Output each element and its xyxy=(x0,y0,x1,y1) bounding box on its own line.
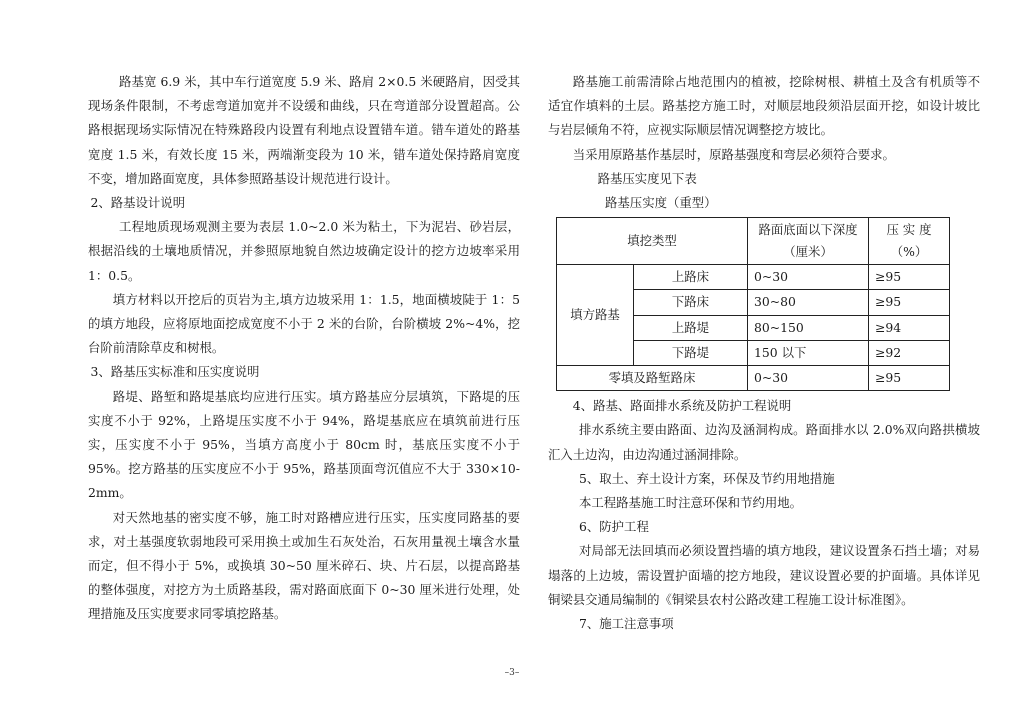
paragraph-protection: 对局部无法回填而必须设置挡墙的填方地段，建议设置条石挡土墙；对易塌落的上边坡，需设置护面墙的挖方地段，建议设置必要的护面墙。具体详见铜梁县交通局编制的《铜梁县农村公路改建工程施工设计标准图》。 xyxy=(548,543,980,607)
row-name: 上路堤 xyxy=(634,315,748,340)
row-name: 零填及路堑路床 xyxy=(557,366,748,391)
paragraph-natural-foundation: 对天然地基的密实度不够，施工时对路槽应进行压实，压实度同路基的要求，对土基强度软弱地段可采用换土或加生石灰处治，石灰用量视土壤含水量而定，但不得小于 5%，或换填 30~50 厘米碎石、块、片石层，以提高路基的整体强度，对挖方为土质路基段，需对路面底面下 0~30 厘米进行处理，处理措施及压实度要求同零填挖路基。 xyxy=(88,509,520,622)
paragraph-geology: 工程地质现场观测主要为表层 1.0~2.0 米为粘土，下为泥岩、砂岩层，根据沿线的土壤地质情况，并参照原地貌自然边坡确定设计的挖方边坡率采用 1：0.5。 xyxy=(88,219,520,283)
table-row xyxy=(557,265,950,290)
compaction-table xyxy=(556,217,950,391)
table-intro: 路基压实度见下表 xyxy=(597,170,697,186)
row-depth: 150 以下 xyxy=(748,340,869,365)
group-fill-subgrade: 填方路基 xyxy=(557,265,634,366)
heading-compaction-standard: 3、路基压实标准和压实度说明 xyxy=(90,364,260,380)
paragraph-drainage: 排水系统主要由路面、边沟及涵洞构成。路面排水以 2.0%双向路拱横坡汇入土边沟，由边沟通过涵洞排除。 xyxy=(548,422,980,462)
heading-subgrade-design: 2、路基设计说明 xyxy=(90,195,186,211)
header-depth-line2: （厘米） xyxy=(783,244,833,260)
heading-construction-notes: 7、施工注意事项 xyxy=(579,616,674,632)
right-column xyxy=(548,70,980,636)
paragraph-compaction: 路堤、路堑和路堤基底均应进行压实。填方路基应分层填筑，下路堤的压实度不小于 92%，上路堤压实度不小于 94%，路堤基底应在填筑前进行压实，压实度不小于 95%，当填方高度小于 80cm 时，基底压实度不小于 95%。挖方路基的压实度应不小于 95%，路基顶面弯沉值应不大于 330×10-2mm。 xyxy=(88,388,520,501)
paragraph-road-width: 路基宽 6.9 米，其中车行道宽度 5.9 米、路肩 2×0.5 米硬路肩，因受其现场条件限制，不考虑弯道加宽并不设缓和曲线，只在弯道部分设置超高。公路根据现场实际情况在特殊路段内设置有利地点设置错车道。错车道处的路基宽度 1.5 米，有效长度 15 米，两端渐变段为 10 米，错车道处保持路肩宽度不变，增加路面宽度，具体参照路基设计规范进行设计。 xyxy=(88,74,520,186)
row-compaction: ≥94 xyxy=(869,315,950,340)
row-compaction: ≥92 xyxy=(869,340,950,365)
row-name: 下路床 xyxy=(634,290,748,315)
row-depth: 80~150 xyxy=(748,315,869,340)
row-name: 下路堤 xyxy=(634,340,748,365)
paragraph-base-layer: 当采用原路基作基层时，原路基强度和弯层必须符合要求。 xyxy=(572,146,895,162)
header-compaction-line2: （%） xyxy=(890,244,928,260)
heading-borrow-spoil: 5、取土、弃土设计方案，环保及节约用地措施 xyxy=(579,470,835,486)
row-name: 上路床 xyxy=(634,265,748,290)
left-column xyxy=(88,70,520,627)
paragraph-fill-material: 填方材料以开挖后的页岩为主,填方边坡采用 1：1.5，地面横坡陡于 1：5 的填方地段，应将原地面挖成宽度不小于 2 米的台阶，台阶横坡 2%~4%，挖台阶前清除草皮和树根。 xyxy=(88,291,520,356)
table-header-row xyxy=(557,218,950,265)
table-row xyxy=(557,366,950,391)
row-depth: 0~30 xyxy=(748,366,869,391)
table-caption: 路基压实度（重型） xyxy=(605,195,717,211)
row-depth: 30~80 xyxy=(748,290,869,315)
header-compaction xyxy=(869,218,950,265)
heading-drainage: 4、路基、路面排水系统及防护工程说明 xyxy=(572,398,792,414)
row-compaction: ≥95 xyxy=(869,265,950,290)
page-number: –3– xyxy=(504,668,520,678)
heading-protection: 6、防护工程 xyxy=(579,519,649,535)
header-compaction-line1: 压 实 度 xyxy=(886,222,932,238)
paragraph-clearing: 路基施工前需清除占地范围内的植被，挖除树根、耕植土及含有机质等不适宜作填料的土层。路基挖方施工时，对顺层地段须沿层面开挖，如设计坡比与岩层倾角不符，应视实际顺层情况调整挖方坡比。 xyxy=(548,74,980,138)
row-compaction: ≥95 xyxy=(869,290,950,315)
header-fill-type: 填挖类型 xyxy=(557,218,748,265)
header-depth xyxy=(748,218,869,265)
row-compaction: ≥95 xyxy=(869,366,950,391)
header-depth-line1: 路面底面以下深度 xyxy=(758,222,858,238)
row-depth: 0~30 xyxy=(748,265,869,290)
paragraph-environment: 本工程路基施工时注意环保和节约用地。 xyxy=(579,495,803,511)
